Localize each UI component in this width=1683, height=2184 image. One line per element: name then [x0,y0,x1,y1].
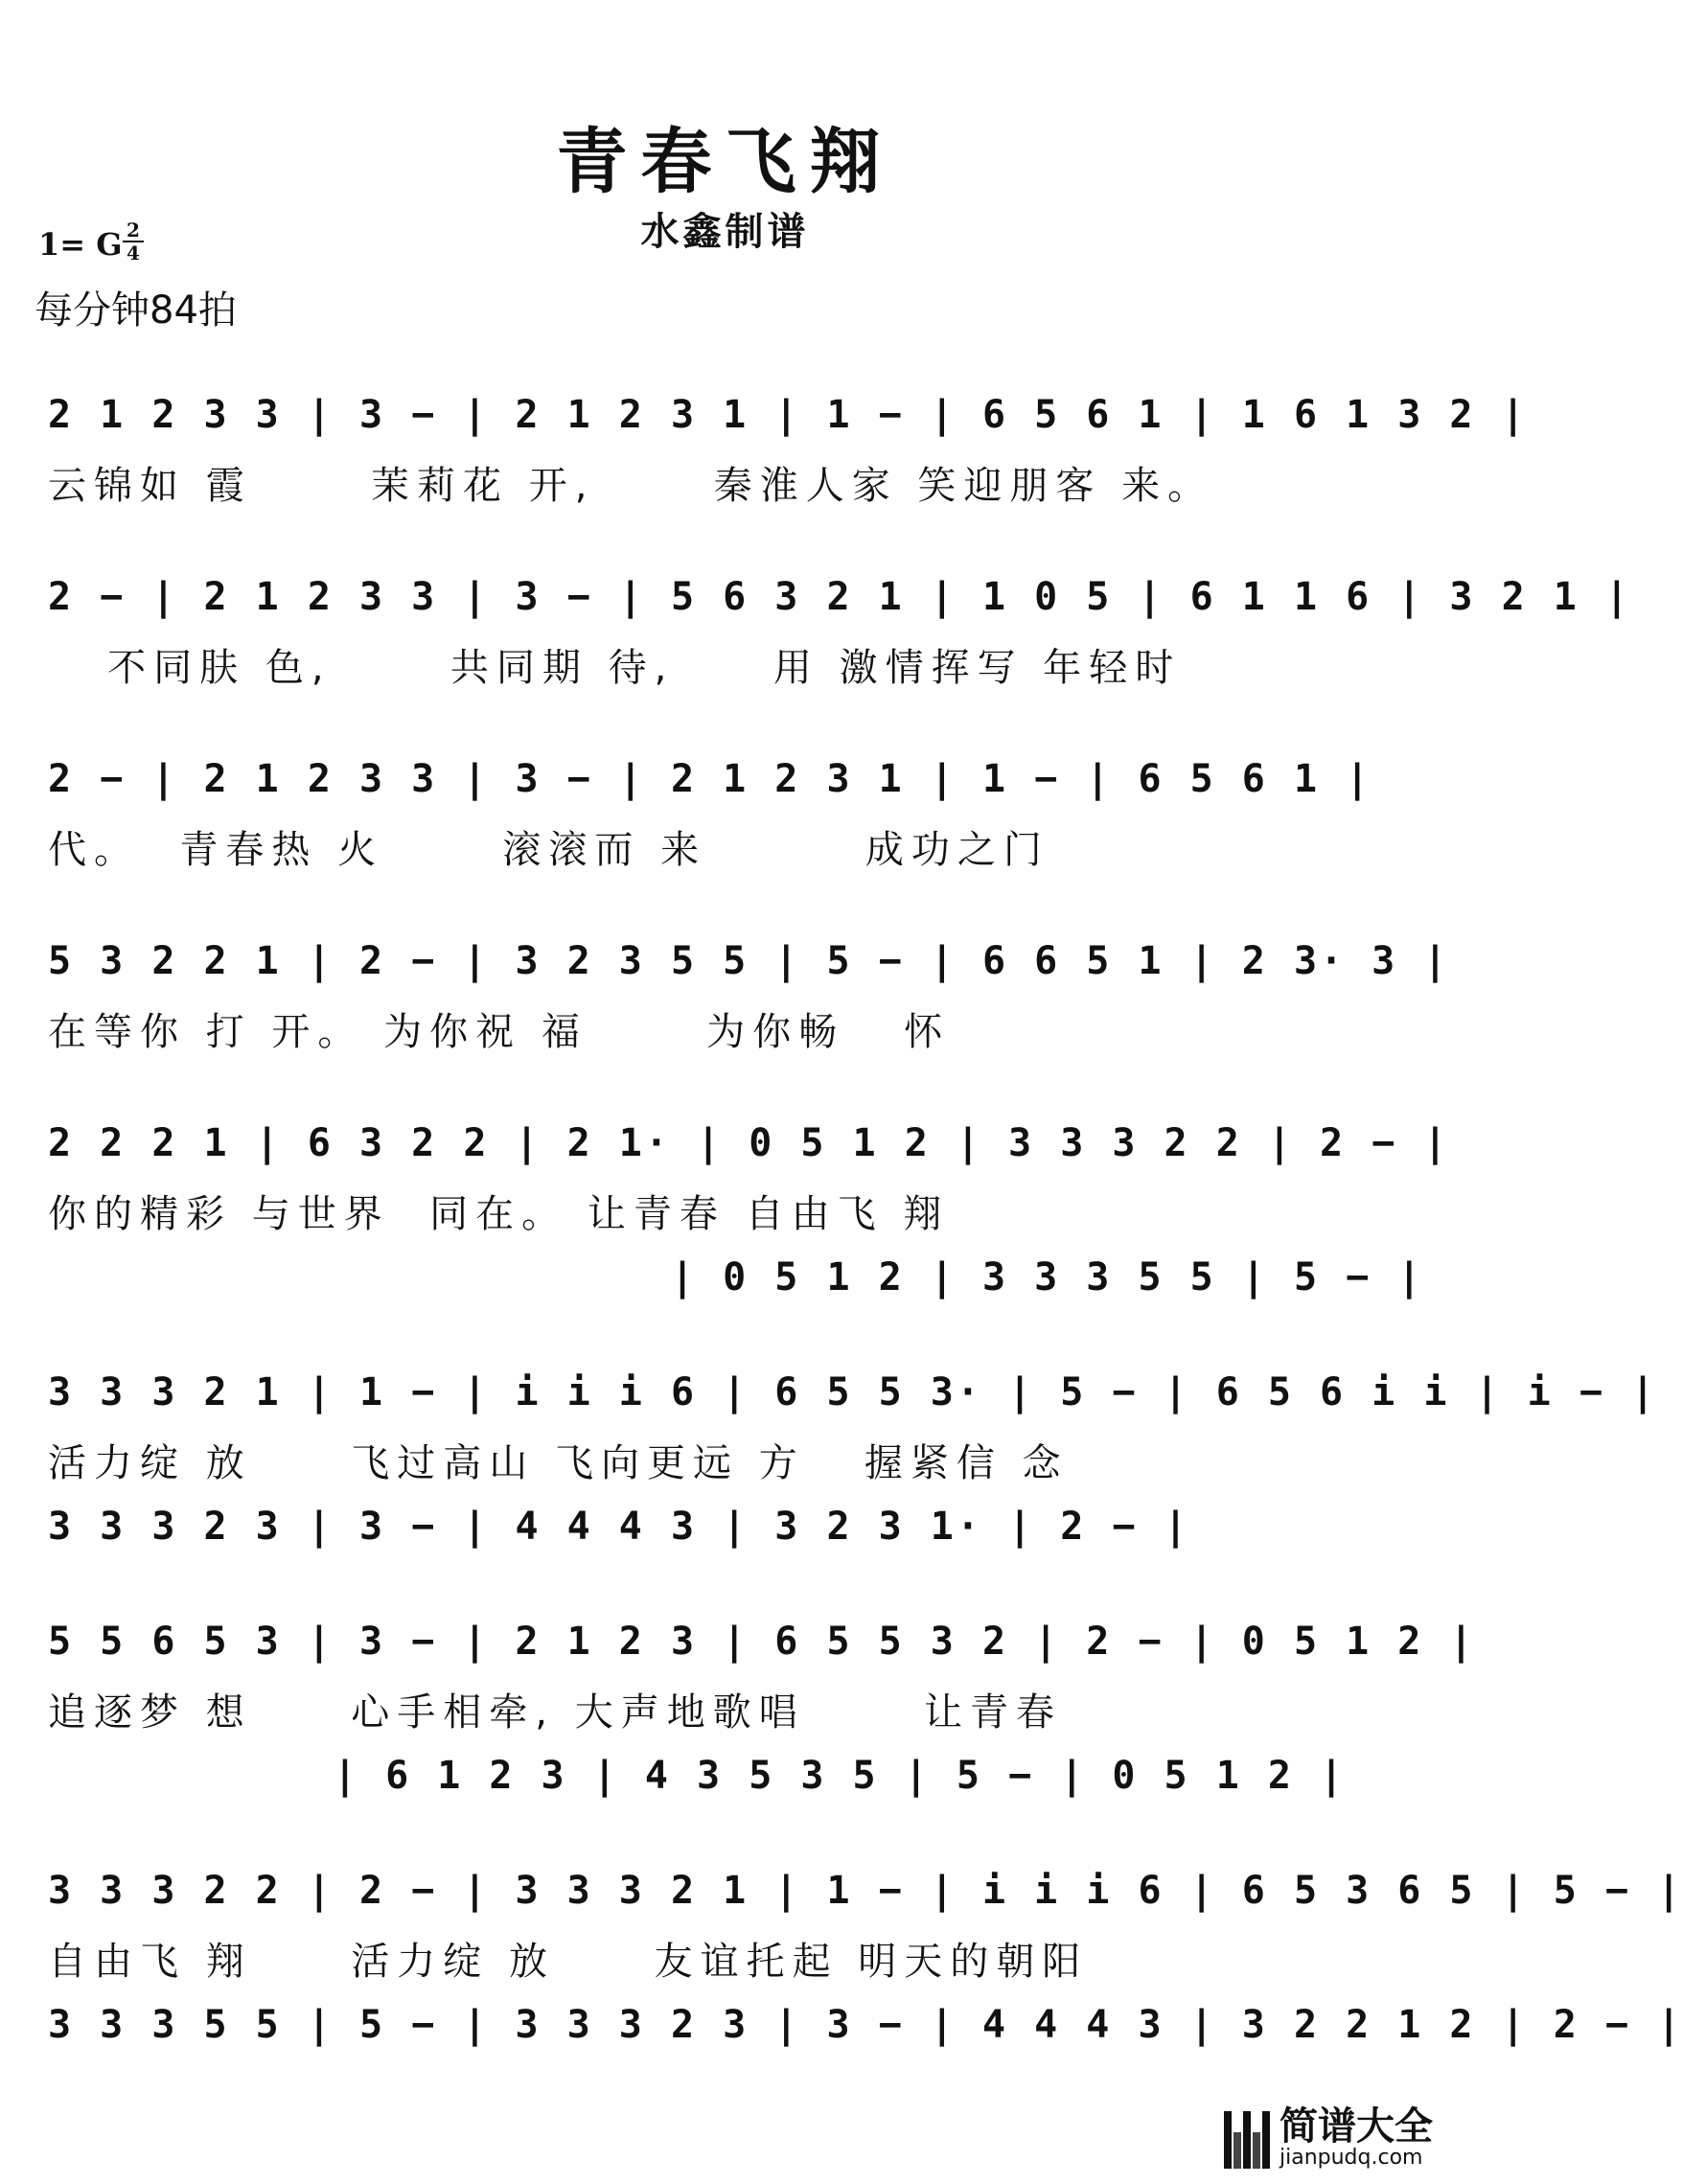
notes-line-5-harmony: | 0 5 1 2 | 3 3 3 5 5 | 5 − | [48,1255,1424,1299]
piano-keys-icon [1224,2111,1272,2169]
notes-line-1: 2 1 2 3 3 | 3 − | 2 1 2 3 1 | 1 − | 6 5 6 1 | 1 6 1 3 2 | [48,393,1528,437]
lyrics-line-2: 不同肤 色, 共同期 待, 用 激情挥写 年轻时 [48,646,1182,690]
staff-line-1 [0,383,1528,517]
tempo-marking: 每分钟84拍 [35,288,237,333]
staff-line-5 [0,1112,1450,1322]
notes-line-3: 2 − | 2 1 2 3 3 | 3 − | 2 1 2 3 1 | 1 − | 6 5 6 1 | [48,757,1372,801]
notes-line-6: 3 3 3 2 1 | 1 − | i i i 6 | 6 5 5 3· | 5 − | 6 5 6 i i | i − | [48,1370,1658,1414]
notes-line-6-harmony: 3 3 3 2 3 | 3 − | 4 4 4 3 | 3 2 3 1· | 2 − | [48,1505,1190,1549]
watermark-name: 简谱大全 [1280,2104,1433,2149]
lyrics-line-3: 代。 青春热 火 滚滚而 来 成功之门 [48,828,1049,872]
song-title: 青春飞翔 [556,121,894,203]
lyrics-line-8: 自由飞 翔 活力绽 放 友谊托起 明天的朝阳 [48,1940,1089,1984]
watermark-url: jianpudq.com [1280,2146,1423,2170]
time-signature [123,220,144,263]
notes-line-4: 5 3 2 2 1 | 2 − | 3 2 3 5 5 | 5 − | 6 6 5 1 | 2 3· 3 | [48,939,1450,983]
notes-line-5: 2 2 2 1 | 6 3 2 2 | 2 1· | 0 5 1 2 | 3 3 3 2 2 | 2 − | [48,1121,1450,1165]
key-signature: 1= G [38,226,123,263]
notes-line-7: 5 5 6 5 3 | 3 − | 2 1 2 3 | 6 5 5 3 2 | 2 − | 0 5 1 2 | [48,1620,1476,1664]
staff-line-4 [0,930,1450,1064]
staff-line-2 [0,565,1632,700]
lyrics-line-6: 活力绽 放 飞过高山 飞向更远 方 握紧信 念 [48,1441,1069,1485]
lyrics-line-4: 在等你 打 开。 为你祝 福 为你畅 怀 [48,1010,951,1054]
site-watermark [1224,2105,1433,2169]
staff-line-6 [0,1361,1658,1572]
staff-line-7 [0,1610,1476,1821]
lyrics-line-7: 追逐梦 想 心手相牵, 大声地歌唱 让青春 [48,1690,1063,1735]
notes-line-8-harmony: 3 3 3 5 5 | 5 − | 3 3 3 2 3 | 3 − | 4 4 4 3 | 3 2 2 1 2 | 2 − | [48,2003,1683,2047]
lyrics-line-5: 你的精彩 与世界 同在。 让青春 自由飞 翔 [48,1192,950,1236]
time-signature-top: 2 [127,218,140,241]
composer-credit: 水鑫制谱 [640,210,810,254]
notes-line-2: 2 − | 2 1 2 3 3 | 3 − | 5 6 3 2 1 | 1 0 5 | 6 1 1 6 | 3 2 1 | [48,575,1632,619]
notes-line-7-harmony: | 6 1 2 3 | 4 3 5 3 5 | 5 − | 0 5 1 2 | [48,1754,1347,1798]
staff-line-8 [0,1859,1683,2070]
notes-line-8: 3 3 3 2 2 | 2 − | 3 3 3 2 1 | 1 − | i i i 6 | 6 5 3 6 5 | 5 − | [48,1869,1683,1913]
staff-line-3 [0,747,1450,882]
lyrics-line-1: 云锦如 霞 茉莉花 开, 秦淮人家 笑迎朋客 来。 [48,464,1214,508]
time-signature-bottom: 4 [127,241,140,264]
